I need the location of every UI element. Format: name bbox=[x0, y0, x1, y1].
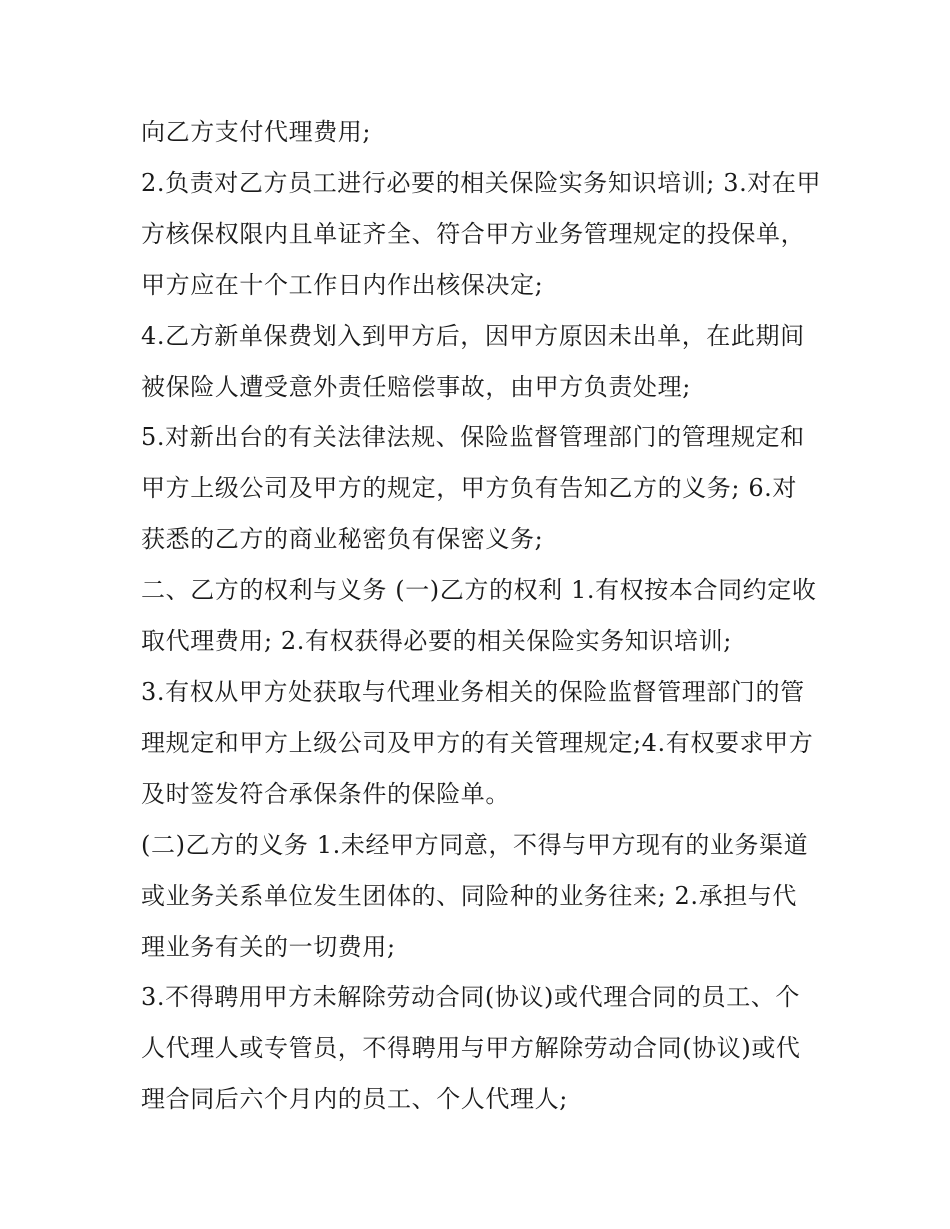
text-line: 方核保权限内且单证齐全、符合甲方业务管理规定的投保单， bbox=[141, 219, 806, 248]
text-line: 理规定和甲方上级公司及甲方的有关管理规定;4.有权要求甲方 bbox=[141, 728, 814, 757]
text-line: 理业务有关的一切费用; bbox=[141, 932, 396, 961]
text-line: 甲方上级公司及甲方的规定，甲方负有告知乙方的义务; 6.对 bbox=[141, 474, 798, 503]
text-line: 5.对新出台的有关法律法规、保险监督管理部门的管理规定和 bbox=[141, 423, 805, 452]
text-line: 3.有权从甲方处获取与代理业务相关的保险监督管理部门的管 bbox=[141, 677, 805, 706]
text-line: 获悉的乙方的商业秘密负有保密义务; bbox=[141, 525, 544, 554]
text-line: (二)乙方的义务 1.未经甲方同意，不得与甲方现有的业务渠道 bbox=[141, 830, 809, 859]
text-line: 向乙方支付代理费用; bbox=[141, 118, 372, 146]
text-line: 甲方应在十个工作日内作出核保决定; bbox=[141, 270, 544, 299]
text-line: 理合同后六个月内的员工、个人代理人; bbox=[141, 1085, 568, 1114]
text-line: 2.负责对乙方员工进行必要的相关保险实务知识培训; 3.对在甲 bbox=[141, 168, 822, 197]
text-line: 或业务关系单位发生团体的、同险种的业务往来; 2.承担与代 bbox=[141, 881, 798, 910]
text-line: 人代理人或专管员，不得聘用与甲方解除劳动合同(协议)或代 bbox=[141, 1034, 801, 1063]
text-line: 取代理费用; 2.有权获得必要的相关保险实务知识培训; bbox=[141, 627, 732, 656]
text-line: 3.不得聘用甲方未解除劳动合同(协议)或代理合同的员工、个 bbox=[141, 983, 801, 1012]
text-line: 被保险人遭受意外责任赔偿事故，由甲方负责处理; bbox=[141, 372, 691, 401]
text-line: 及时签发符合承保条件的保险单。 bbox=[141, 779, 510, 808]
text-line: 4.乙方新单保费划入到甲方后，因甲方原因未出单，在此期间 bbox=[141, 321, 805, 350]
text-line: 二、乙方的权利与义务 (一)乙方的权利 1.有权按本合同约定收 bbox=[141, 576, 817, 605]
document-body bbox=[141, 107, 821, 1125]
